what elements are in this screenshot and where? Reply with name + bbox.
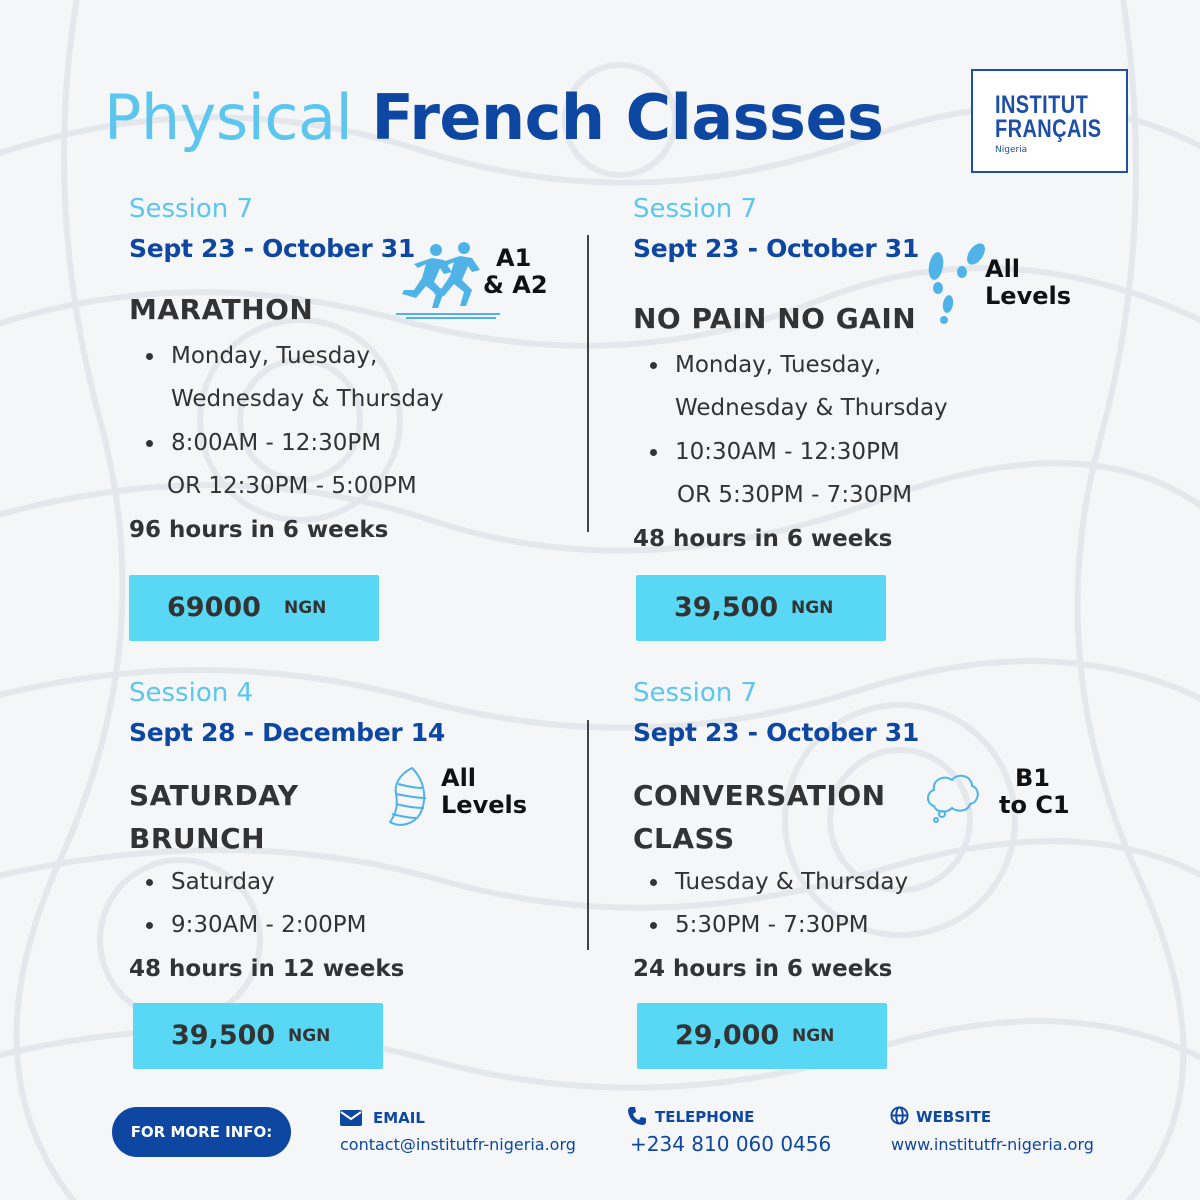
session-label: Session 7 bbox=[633, 678, 758, 708]
schedule-time: 8:00AM - 12:30PM bbox=[171, 430, 382, 456]
course-hours: 24 hours in 6 weeks bbox=[633, 956, 893, 982]
logo-line-1: INSTITUT bbox=[995, 91, 1089, 119]
bullet-dot bbox=[650, 922, 657, 929]
globe-icon bbox=[890, 1106, 909, 1125]
email-label: EMAIL bbox=[373, 1109, 425, 1127]
schedule-days: Monday, Tuesday, bbox=[675, 352, 882, 378]
schedule-days: Wednesday & Thursday bbox=[675, 395, 948, 421]
telephone-link[interactable]: +234 810 060 0456 bbox=[630, 1132, 832, 1156]
course-title: NO PAIN NO GAIN bbox=[633, 302, 917, 335]
schedule-time: 5:30PM - 7:30PM bbox=[675, 912, 869, 938]
croissant-icon bbox=[382, 764, 430, 830]
session-dates: Sept 23 - October 31 bbox=[129, 234, 415, 263]
price-badge bbox=[133, 1003, 383, 1069]
email-icon bbox=[340, 1110, 362, 1126]
title-bold: French Classes bbox=[371, 81, 884, 154]
bullet-dot bbox=[146, 440, 153, 447]
course-title: MARATHON bbox=[129, 293, 314, 326]
course-title: SATURDAY bbox=[129, 779, 299, 812]
price-currency: NGN bbox=[792, 1026, 835, 1046]
schedule-time: 9:30AM - 2:00PM bbox=[171, 912, 367, 938]
level-line: Levels bbox=[441, 791, 528, 819]
phone-icon bbox=[627, 1106, 647, 1126]
price-badge bbox=[636, 575, 886, 641]
title-light: Physical bbox=[104, 81, 353, 154]
schedule-days: Monday, Tuesday, bbox=[171, 343, 378, 369]
bullet-dot bbox=[650, 879, 657, 886]
price-currency: NGN bbox=[791, 598, 834, 618]
session-label: Session 7 bbox=[129, 194, 254, 224]
schedule-days: Wednesday & Thursday bbox=[171, 386, 444, 412]
schedule-time: 10:30AM - 12:30PM bbox=[675, 439, 900, 465]
price-amount: 29,000 bbox=[675, 1020, 780, 1051]
course-hours: 48 hours in 12 weeks bbox=[129, 956, 405, 982]
course-title: CLASS bbox=[633, 822, 735, 855]
price-amount: 39,500 bbox=[674, 592, 779, 623]
page-title bbox=[104, 76, 883, 160]
course-title: BRUNCH bbox=[129, 822, 266, 855]
schedule-days: Tuesday & Thursday bbox=[675, 869, 909, 895]
level-line: A1 bbox=[496, 244, 532, 272]
session-label: Session 7 bbox=[633, 194, 758, 224]
speech-bubble-icon bbox=[924, 770, 980, 824]
level-line: All bbox=[441, 764, 477, 792]
price-amount: 39,500 bbox=[171, 1020, 276, 1051]
logo-line-3: Nigeria bbox=[995, 145, 1028, 155]
email-link[interactable]: contact@institutfr-nigeria.org bbox=[340, 1135, 576, 1154]
bullet-dot bbox=[146, 879, 153, 886]
column-divider-top bbox=[587, 235, 589, 532]
bullet-dot bbox=[146, 353, 153, 360]
price-currency: NGN bbox=[288, 1026, 331, 1046]
course-hours: 96 hours in 6 weeks bbox=[129, 517, 389, 543]
bullet-dot bbox=[650, 362, 657, 369]
schedule-time: OR 5:30PM - 7:30PM bbox=[677, 482, 913, 508]
institut-francais-logo bbox=[971, 69, 1128, 173]
level-line: Levels bbox=[985, 282, 1072, 310]
more-info-badge: FOR MORE INFO: bbox=[112, 1107, 291, 1157]
session-dates: Sept 23 - October 31 bbox=[633, 718, 919, 747]
logo-line-2: FRANÇAIS bbox=[995, 115, 1102, 143]
price-badge bbox=[129, 575, 379, 641]
website-label: WEBSITE bbox=[916, 1108, 992, 1126]
session-dates: Sept 28 - December 14 bbox=[129, 718, 445, 747]
course-title: CONVERSATION bbox=[633, 779, 886, 812]
price-badge bbox=[637, 1003, 887, 1069]
bullet-dot bbox=[650, 449, 657, 456]
session-label: Session 4 bbox=[129, 678, 254, 708]
website-link[interactable]: www.institutfr-nigeria.org bbox=[891, 1135, 1094, 1154]
bullet-dot bbox=[146, 922, 153, 929]
schedule-time: OR 12:30PM - 5:00PM bbox=[167, 473, 417, 499]
column-divider-bottom bbox=[587, 720, 589, 950]
course-hours: 48 hours in 6 weeks bbox=[633, 526, 893, 552]
level-line: All bbox=[985, 255, 1021, 283]
level-line: to C1 bbox=[999, 791, 1070, 819]
schedule-days: Saturday bbox=[171, 869, 275, 895]
price-currency: NGN bbox=[284, 598, 327, 618]
level-line: & A2 bbox=[483, 271, 548, 299]
level-line: B1 bbox=[1015, 764, 1050, 792]
telephone-label: TELEPHONE bbox=[655, 1108, 755, 1126]
session-dates: Sept 23 - October 31 bbox=[633, 234, 919, 263]
price-amount: 69000 bbox=[167, 592, 261, 623]
footprints-icon bbox=[918, 242, 992, 324]
